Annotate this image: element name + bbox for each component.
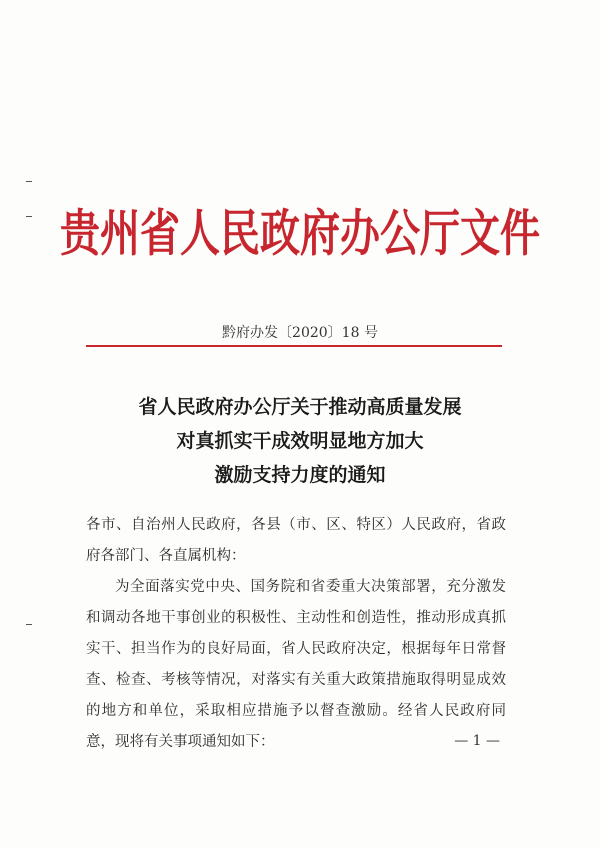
title-line: 激励支持力度的通知: [214, 464, 386, 486]
document-title: [0, 390, 600, 492]
body-paragraph: 为全面落实党中央、国务院和省委重大决策部署，充分激发和调动各地干事创业的积极性、主动性和创造性，推动形成真抓实干、担当作为的良好局面，省人民政府决定，根据每年日常督查、检查、考核等情况，对落实有关重大政策措施取得明显成效的地方和单位，采取相应措施予以督查激励。经省人民政府同意，现将有关事项通知如下：: [86, 579, 506, 750]
document-number: 黔府办发〔2020〕18 号: [222, 325, 378, 341]
title-line: 对真抓实干成效明显地方加大: [176, 430, 424, 452]
recipients-line: 各市、自治州人民政府，各县（市、区、特区）人民政府，省政府各部门、各直属机构：: [86, 517, 506, 564]
margin-mark: [26, 624, 32, 625]
document-masthead: 贵州省人民政府办公厅文件: [60, 204, 540, 263]
margin-mark: [26, 181, 32, 182]
document-body: [86, 510, 506, 758]
page-number: — 1 —: [454, 733, 500, 749]
title-line: 省人民政府办公厅关于推动高质量发展: [138, 396, 462, 418]
red-divider-line: [86, 345, 502, 347]
